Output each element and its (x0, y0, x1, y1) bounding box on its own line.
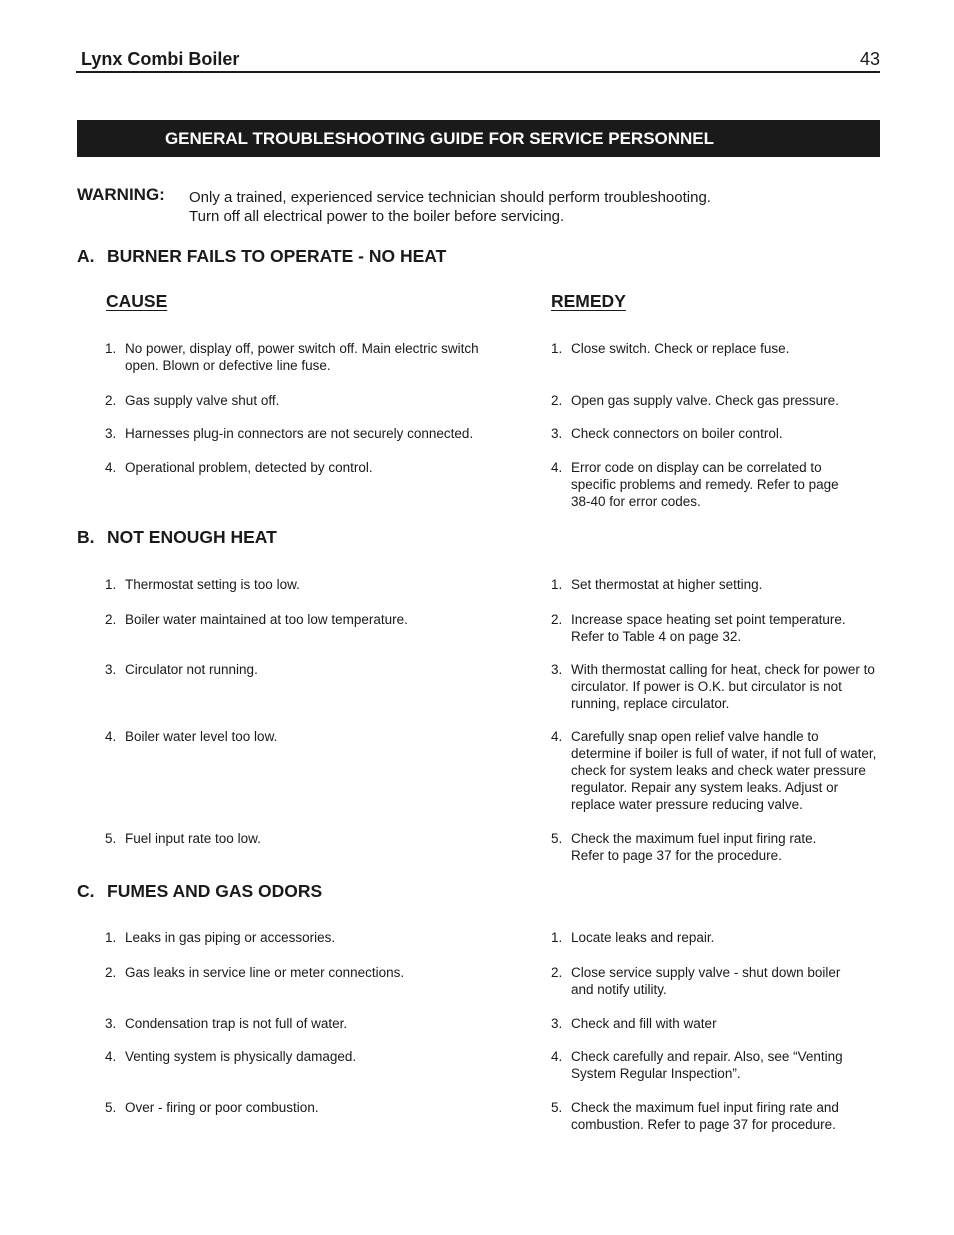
remedy-item (551, 611, 871, 645)
remedy-text: Carefully snap open relief valve handle to determine if boiler is full of water, if not full of water, check for system leaks and check water pressure regulator. Repair any system leaks. Adjust or replace water pressure reducing valve. (571, 729, 877, 812)
item-number: 2. (551, 393, 563, 408)
remedy-text: Check carefully and repair. Also, see “Venting System Regular Inspection”. (571, 1049, 843, 1081)
section-letter: A. (77, 246, 95, 266)
remedy-item (551, 830, 841, 864)
item-number: 1. (551, 341, 563, 356)
remedy-item (551, 340, 881, 357)
cause-text: Harnesses plug-in connectors are not securely connected. (125, 426, 474, 441)
cause-item (105, 728, 505, 745)
remedy-text: Close switch. Check or replace fuse. (571, 341, 790, 356)
cause-text: Boiler water level too low. (125, 729, 278, 744)
section-heading-a (77, 246, 446, 267)
remedy-item (551, 1048, 866, 1082)
remedy-text: Open gas supply valve. Check gas pressure. (571, 393, 839, 408)
warning-line-2: Turn off all electrical power to the boiler before servicing. (189, 208, 565, 225)
item-number: 1. (105, 341, 117, 356)
header-rule (76, 71, 880, 73)
section-banner (77, 120, 880, 157)
remedy-item (551, 1015, 881, 1032)
item-number: 4. (551, 460, 563, 475)
item-number: 3. (105, 1016, 117, 1031)
item-number: 2. (105, 612, 117, 627)
section-title: FUMES AND GAS ODORS (107, 881, 323, 901)
cause-text: Thermostat setting is too low. (125, 577, 300, 592)
cause-item (105, 964, 505, 981)
item-number: 5. (105, 831, 117, 846)
remedy-item (551, 425, 881, 442)
item-number: 2. (551, 965, 563, 980)
section-heading-c (77, 881, 322, 902)
remedy-item (551, 661, 881, 712)
item-number: 3. (105, 426, 117, 441)
remedy-item (551, 392, 881, 409)
section-heading-b (77, 527, 277, 548)
remedy-item (551, 1099, 856, 1133)
cause-column-heading: CAUSE (106, 291, 168, 311)
cause-item (105, 661, 505, 678)
warning-label: WARNING: (77, 185, 165, 204)
item-number: 5. (551, 1100, 563, 1115)
remedy-item (551, 964, 866, 998)
cause-item (105, 611, 505, 628)
remedy-text: Check connectors on boiler control. (571, 426, 783, 441)
cause-item (105, 1048, 505, 1065)
remedy-text: Check and fill with water (571, 1016, 717, 1031)
warning-line-1: Only a trained, experienced service technician should perform troubleshooting. (189, 189, 711, 206)
item-number: 1. (105, 930, 117, 945)
remedy-text: Set thermostat at higher setting. (571, 577, 763, 592)
cause-text: Gas leaks in service line or meter connections. (125, 965, 405, 980)
item-number: 1. (551, 930, 563, 945)
section-letter: B. (77, 527, 95, 547)
remedy-column-heading: REMEDY (551, 291, 626, 311)
cause-item (105, 425, 505, 442)
item-number: 4. (551, 729, 563, 744)
item-number: 3. (105, 662, 117, 677)
cause-item (105, 340, 505, 374)
cause-item (105, 1015, 505, 1032)
remedy-item (551, 728, 881, 813)
cause-text: Over - firing or poor combustion. (125, 1100, 319, 1115)
item-number: 3. (551, 426, 563, 441)
banner-title: GENERAL TROUBLESHOOTING GUIDE FOR SERVICE PERSONNEL (164, 128, 715, 148)
cause-text: Circulator not running. (125, 662, 258, 677)
section-letter: C. (77, 881, 95, 901)
section-title: NOT ENOUGH HEAT (107, 527, 277, 547)
cause-text: Operational problem, detected by control. (125, 460, 373, 475)
remedy-text: With thermostat calling for heat, check for power to circulator. If power is O.K. but circulator is not running, replace circulator. (571, 662, 875, 711)
cause-item (105, 392, 505, 409)
cause-text: Fuel input rate too low. (125, 831, 261, 846)
remedy-text: Error code on display can be correlated to specific problems and remedy. Refer to page 38-40 for error codes. (571, 460, 839, 509)
item-number: 2. (551, 612, 563, 627)
section-title: BURNER FAILS TO OPERATE - NO HEAT (107, 246, 447, 266)
cause-item (105, 929, 505, 946)
warning-text (189, 188, 711, 226)
item-number: 4. (105, 1049, 117, 1064)
cause-text: Leaks in gas piping or accessories. (125, 930, 336, 945)
remedy-text: Close service supply valve - shut down boiler and notify utility. (571, 965, 841, 997)
item-number: 1. (551, 577, 563, 592)
remedy-text: Check the maximum fuel input firing rate. Refer to page 37 for the procedure. (571, 831, 817, 863)
cause-item (105, 576, 505, 593)
cause-text: No power, display off, power switch off. Main electric switch open. Blown or defective line fuse. (125, 341, 479, 373)
remedy-text: Increase space heating set point temperature. Refer to Table 4 on page 32. (571, 612, 846, 644)
remedy-text: Check the maximum fuel input firing rate and combustion. Refer to page 37 for procedure. (571, 1100, 839, 1132)
page-number: 43 (859, 49, 880, 69)
item-number: 4. (551, 1049, 563, 1064)
document-title: Lynx Combi Boiler (81, 49, 240, 69)
item-number: 1. (105, 577, 117, 592)
cause-text: Venting system is physically damaged. (125, 1049, 357, 1064)
item-number: 4. (105, 460, 117, 475)
cause-item (105, 830, 505, 847)
item-number: 2. (105, 965, 117, 980)
item-number: 4. (105, 729, 117, 744)
remedy-item (551, 459, 851, 510)
remedy-item (551, 929, 881, 946)
cause-text: Gas supply valve shut off. (125, 393, 280, 408)
item-number: 3. (551, 1016, 563, 1031)
item-number: 5. (105, 1100, 117, 1115)
item-number: 5. (551, 831, 563, 846)
cause-item (105, 459, 505, 476)
cause-text: Boiler water maintained at too low temperature. (125, 612, 408, 627)
item-number: 3. (551, 662, 563, 677)
cause-text: Condensation trap is not full of water. (125, 1016, 348, 1031)
item-number: 2. (105, 393, 117, 408)
cause-item (105, 1099, 505, 1116)
remedy-item (551, 576, 881, 593)
remedy-text: Locate leaks and repair. (571, 930, 715, 945)
